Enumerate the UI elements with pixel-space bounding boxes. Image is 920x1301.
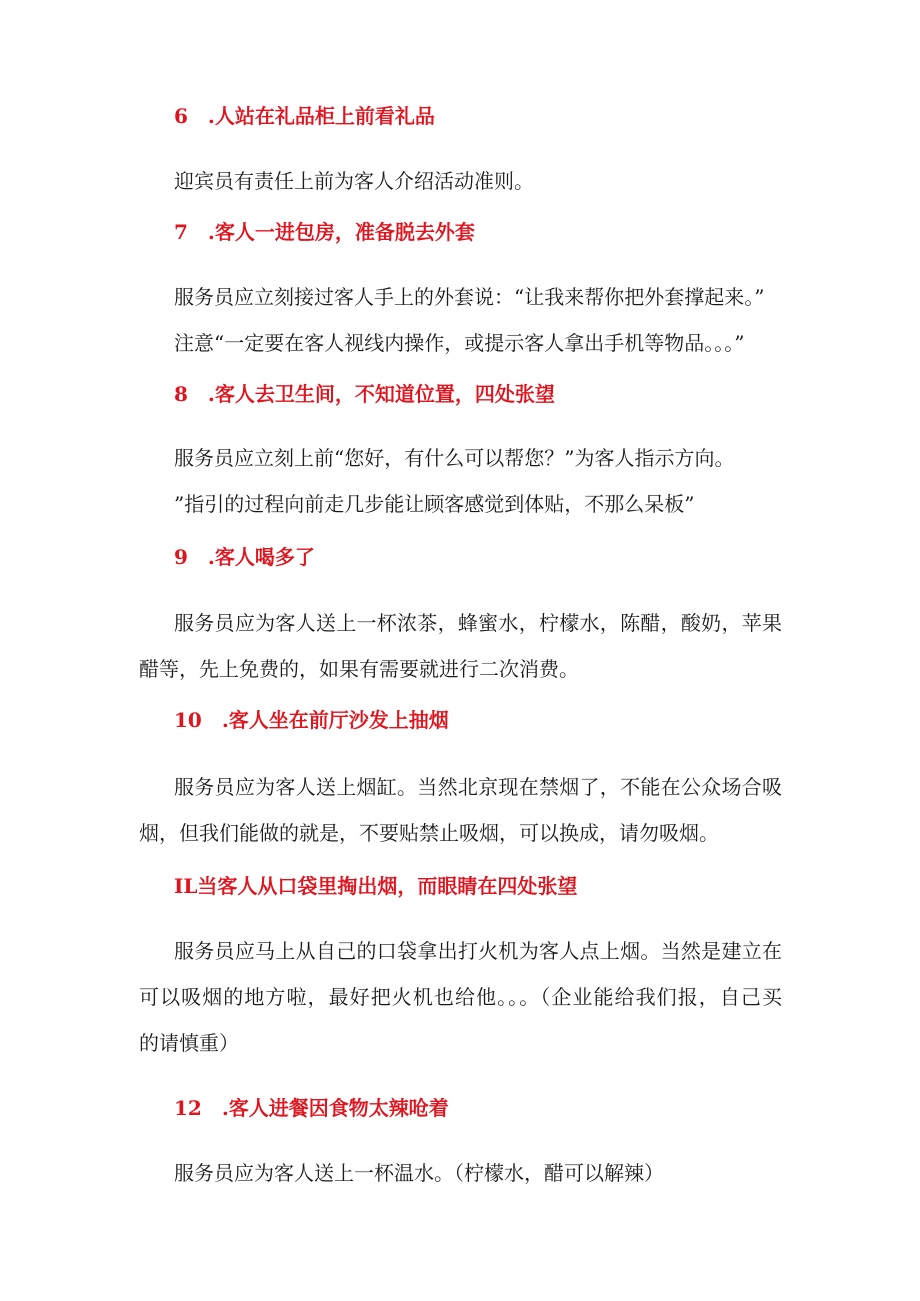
paragraph-line: 醋等，先上免费的，如果有需要就进行二次消费。 — [139, 657, 579, 681]
paragraph-line: 的请慎重） — [139, 1031, 239, 1055]
paragraph-line: ”指引的过程向前走几步能让顾客感觉到体贴，不那么呆板” — [174, 492, 695, 516]
section-heading-8: 8 .客人去卫生间，不知道位置，四处张望 — [174, 382, 555, 406]
paragraph-line: 迎宾员有责任上前为客人介绍活动准则。 — [174, 169, 534, 193]
section-heading-11: IL当客人从口袋里掏出烟，而眼睛在四处张望 — [174, 874, 578, 898]
section-heading-10: 10 .客人坐在前厅沙发上抽烟 — [174, 708, 449, 732]
paragraph-line: 服务员应马上从自己的口袋拿出打火机为客人点上烟。当然是建立在 — [174, 939, 782, 963]
paragraph-line: 服务员应立刻上前“您好，有什么可以帮您？”为客人指示方向。 — [174, 446, 735, 470]
section-heading-9: 9 .客人喝多了 — [174, 545, 315, 569]
paragraph-line: 服务员应立刻接过客人手上的外套说：“让我来帮你把外套撑起来。” — [174, 285, 765, 309]
section-heading-12: 12 .客人进餐因食物太辣呛着 — [174, 1096, 449, 1120]
paragraph-line: 注意“一定要在客人视线内操作，或提示客人拿出手机等物品。。。” — [174, 331, 745, 355]
section-heading-7: 7 .客人一进包房，准备脱去外套 — [174, 220, 475, 244]
section-heading-6: 6 .人站在礼品柜上前看礼品 — [174, 104, 435, 128]
paragraph-line: 服务员应为客人送上烟缸。当然北京现在禁烟了，不能在公众场合吸 — [174, 775, 782, 799]
paragraph-line: 服务员应为客人送上一杯温水。（柠檬水，醋可以解辣） — [174, 1161, 664, 1185]
paragraph-line: 可以吸烟的地方啦，最好把火机也给他。。。（企业能给我们报，自己买 — [139, 985, 782, 1009]
paragraph-line: 烟，但我们能做的就是，不要贴禁止吸烟，可以换成，请勿吸烟。 — [139, 821, 719, 845]
paragraph-line: 服务员应为客人送上一杯浓茶，蜂蜜水，柠檬水，陈醋，酸奶，苹果 — [174, 611, 782, 635]
